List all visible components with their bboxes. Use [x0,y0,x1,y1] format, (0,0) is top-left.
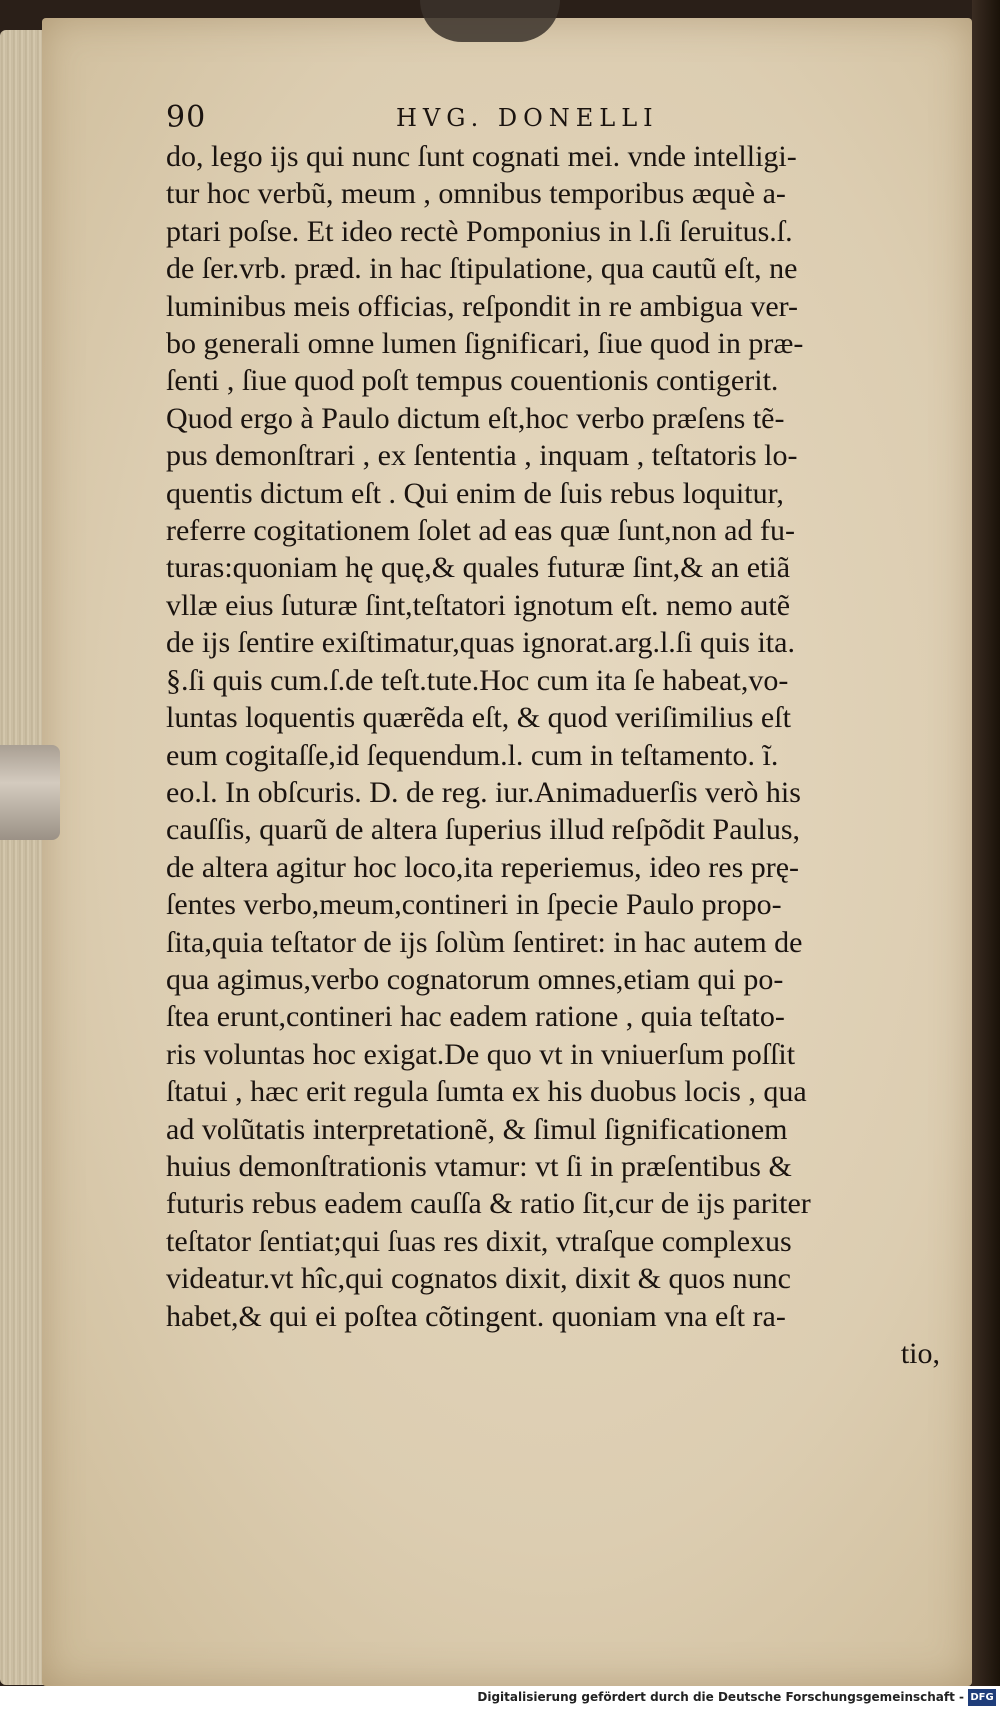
text-line: huius demonſtrationis vtamur: vt ſi in præſentibus & [166,1149,792,1183]
running-title: HVG. DONELLI [396,104,659,132]
text-line: turas:quoniam hę quę,& quales futuræ ſint,& an etiã [166,551,791,585]
catchword: tio, [900,1337,940,1370]
text-line: bo generali omne lumen ſignificari, ſiue quod in præ- [166,327,804,361]
footer-credit: Digitalisierung gefördert durch die Deutsche Forschungsgemeinschaft - [477,1690,964,1704]
text-line: ris voluntas hoc exigat.De quo vt in vniuerſum poſſit [166,1037,796,1071]
body-text [166,138,956,1372]
page-number: 90 [166,100,207,135]
text-line: luminibus meis officias, reſpondit in re ambigua ver- [166,289,799,323]
text-line: quentis dictum eſt . Qui enim de ſuis rebus loquitur, [166,476,784,510]
text-line: ad volũtatis interpretationẽ, & ſimul ſignificationem [166,1112,788,1146]
text-line: ſita,quia teſtator de ijs ſolùm ſentiret: in hac autem de [166,925,803,959]
text-line: vllæ eius ſuturæ ſint,teſtatori ignotum eſt. nemo autẽ [166,588,791,622]
text-line: ſentes verbo,meum,contineri in ſpecie Paulo propo- [166,888,782,922]
text-line: ſenti , ſiue quod poſt tempus couentionis contigerit. [166,364,779,398]
text-line: Quod ergo à Paulo dictum eſt,hoc verbo præſens tẽ- [166,401,785,435]
text-line: ſtea erunt,contineri hac eadem ratione , quia teſtato- [166,1000,785,1034]
text-line: tur hoc verbũ, meum , omnibus temporibus æquè a- [166,177,786,211]
text-line: teſtator ſentiat;qui ſuas res dixit, vtraſque complexus [166,1224,792,1258]
text-line: de ijs ſentire exiſtimatur,quas ignorat.arg.l.ſi quis ita. [166,626,795,660]
binding-shadow [972,0,1000,1710]
text-line: futuris rebus eadem cauſſa & ratio ſit,cur de ijs pariter [166,1187,811,1221]
text-line: cauſſis, quarũ de altera ſuperius illud reſpõdit Paulus, [166,813,801,847]
text-line: de altera agitur hoc loco,ita reperiemus, ideo res prę- [166,850,800,884]
text-line: ſtatui , hæc erit regula ſumta ex his duobus locis , qua [166,1075,807,1109]
text-line: de ſer.vrb. præd. in hac ſtipulatione, qua cautũ eſt, ne [166,252,798,286]
text-line: ptari poſse. Et ideo rectè Pomponius in l.ſi ſeruitus.ſ. [166,214,793,248]
text-line: eum cogitaſſe,id ſequendum.l. cum in teſtamento. ĩ. [166,738,779,772]
text-line: eo.l. In obſcuris. D. de reg. iur.Animaduerſis verò his [166,775,801,809]
binding-clip [420,0,560,42]
book-strap [0,745,60,840]
text-line: qua agimus,verbo cognatorum omnes,etiam qui po- [166,962,784,996]
text-line: §.ſi quis cum.ſ.de teſt.tute.Hoc cum ita ſe habeat,vo- [166,663,789,697]
footer-bar [0,1686,1000,1710]
text-line: referre cogitationem ſolet ad eas quæ ſunt,non ad fu- [166,514,795,548]
text-line: habet,& qui ei poſtea cõtingent. quoniam vna eſt ra- [166,1299,786,1333]
page-header [166,100,956,140]
text-line: pus demonſtrari , ex ſententia , inquam , teſtatoris lo- [166,439,798,473]
text-line: do, lego ijs qui nunc ſunt cognati mei. vnde intelligi- [166,140,797,173]
text-line: luntas loquentis quærẽda eſt, & quod veriſimilius eſt [166,701,791,735]
dfg-logo: DFG [968,1689,996,1706]
text-line: videatur.vt hîc,qui cognatos dixit, dixit & quos nunc [166,1262,791,1296]
